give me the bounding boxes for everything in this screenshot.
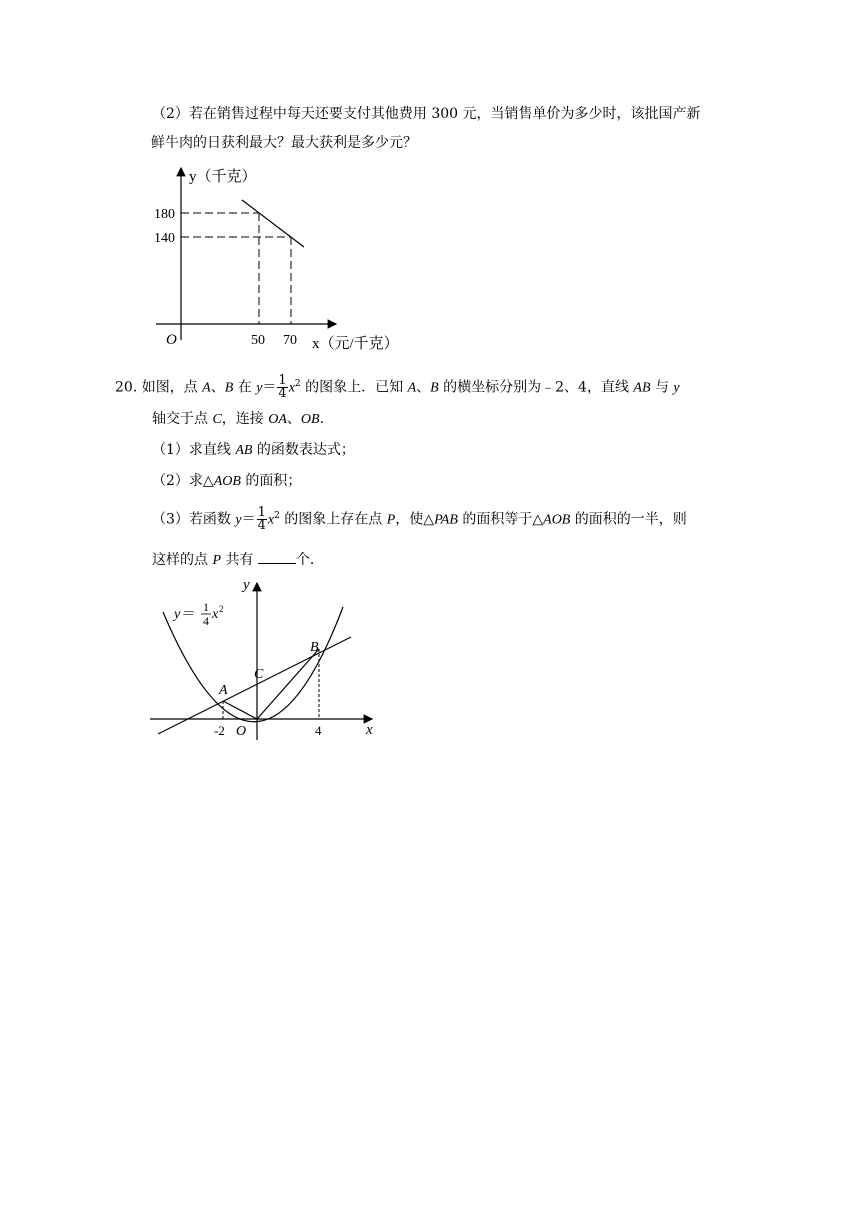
q20-text: 在 [233, 379, 257, 396]
q20-var-A: A [202, 380, 211, 396]
q20-fraction [257, 507, 267, 532]
q20-var-B: B [430, 380, 439, 396]
q20-tick-4: 4 [315, 723, 322, 738]
q20-text: 的面积的一半，则 [570, 511, 687, 528]
q20-text: （2）求△ [152, 473, 214, 489]
q20-text: 的面积等于△ [457, 511, 544, 528]
q20-point-B: B [310, 640, 319, 655]
q20-text: 的面积； [240, 473, 302, 489]
q20-text: （3）若函数 [152, 511, 236, 528]
q20-frac-num: 1 [278, 373, 287, 389]
q19-demand-line [242, 200, 304, 247]
q20-var-P: P [386, 512, 396, 528]
q20-line2 [152, 409, 334, 430]
q20-text: 、 [286, 411, 301, 427]
q20-func-exp: 2 [219, 604, 224, 614]
q20-func-x: x [212, 607, 219, 622]
q20-text: 如图，点 [141, 379, 203, 396]
q19-part2-line2: 鲜牛肉的日获利最大？最大获利是多少元？ [151, 135, 417, 151]
q20-point-C: C [254, 667, 264, 682]
q20-func-prefix: y＝ [174, 607, 195, 622]
q20-text: （1）求直线 [152, 442, 236, 458]
q20-part3 [152, 502, 687, 535]
q20-var-y: y [256, 380, 263, 396]
q20-text: 、 [210, 379, 225, 396]
q20-text: 与 [650, 379, 674, 396]
q20-text: 个． [295, 552, 324, 568]
q20-var-y: y [673, 380, 680, 396]
q20-point-A: A [219, 683, 228, 698]
q20-text: 这样的点 [152, 552, 213, 568]
q20-text: 的函数表达式； [252, 442, 355, 458]
q20-var-AOB: AOB [543, 512, 571, 528]
q20-var-PAB: PAB [434, 512, 458, 528]
q19-part2-line1: （2）若在销售过程中每天还要支付其他费用 300 元，当销售单价为多少时，该批国产新 [152, 106, 701, 122]
q20-text: ，使△ [395, 511, 435, 528]
q20-exp: 2 [274, 511, 280, 521]
q20-var-AB: AB [633, 380, 651, 396]
q20-text: ，连接 [221, 411, 269, 427]
q20-text: ． [319, 411, 334, 427]
q20-tick-neg2: -2 [214, 723, 225, 738]
q19-tick-180: 180 [154, 207, 175, 222]
q20-frac-num: 1 [257, 505, 266, 521]
q19-origin: O [166, 332, 177, 348]
q20-text: ＝ [241, 511, 256, 528]
q20-frac-den: 4 [278, 386, 287, 402]
q20-segment-OA [223, 701, 257, 719]
q19-tick-50: 50 [251, 333, 265, 348]
q20-var-x: x [288, 380, 295, 396]
q19-y-axis-label: y（千克） [189, 169, 257, 185]
q20-var-AOB: AOB [213, 474, 241, 489]
q20-segment-OB [257, 649, 319, 719]
q20-fraction [277, 375, 287, 400]
q20-frac-den: 4 [257, 518, 266, 534]
q20-func-label [172, 607, 194, 622]
q20-part1 [152, 440, 355, 461]
q20-func-frac-den: 4 [203, 614, 209, 628]
q20-text: 的横坐标分别为﹣2、4，直线 [438, 379, 634, 396]
q20-var-OB: OB [300, 412, 320, 427]
q20-text: 的图象上存在点 [279, 511, 387, 528]
q19-x-axis-label: x（元/千克） [312, 336, 399, 352]
q20-line1 [115, 370, 680, 403]
q20-var-OA: OA [268, 412, 287, 427]
q20-func-frac-num: 1 [203, 600, 209, 614]
q20-var-y: y [235, 512, 242, 528]
q20-var-B: B [224, 380, 234, 396]
q20-text: 、 [416, 379, 431, 396]
q20-number: 20. [115, 379, 138, 396]
q20-var-AB: AB [235, 443, 253, 458]
q19-demand-graph [148, 162, 408, 352]
q20-var-C: C [212, 412, 222, 427]
answer-blank[interactable] [258, 549, 296, 564]
q20-part2 [152, 471, 301, 492]
q19-tick-140: 140 [154, 231, 175, 246]
q20-x-label: x [366, 722, 373, 738]
q20-text: 的图象上．已知 [300, 379, 408, 396]
q20-text: 共有 [221, 552, 258, 568]
q20-part3-line2 [152, 549, 324, 571]
q20-var-P: P [212, 553, 222, 568]
q20-var-A: A [407, 380, 417, 396]
q20-text: ＝ [262, 379, 277, 396]
q20-origin: O [236, 724, 247, 739]
q20-y-label: y [243, 577, 250, 593]
q20-var-x: x [267, 512, 275, 528]
q20-text: 轴交于点 [152, 411, 213, 427]
q20-parabola-figure [148, 572, 388, 742]
q20-parabola [163, 607, 343, 722]
q19-tick-70: 70 [283, 333, 297, 348]
q20-exp: 2 [294, 379, 301, 389]
